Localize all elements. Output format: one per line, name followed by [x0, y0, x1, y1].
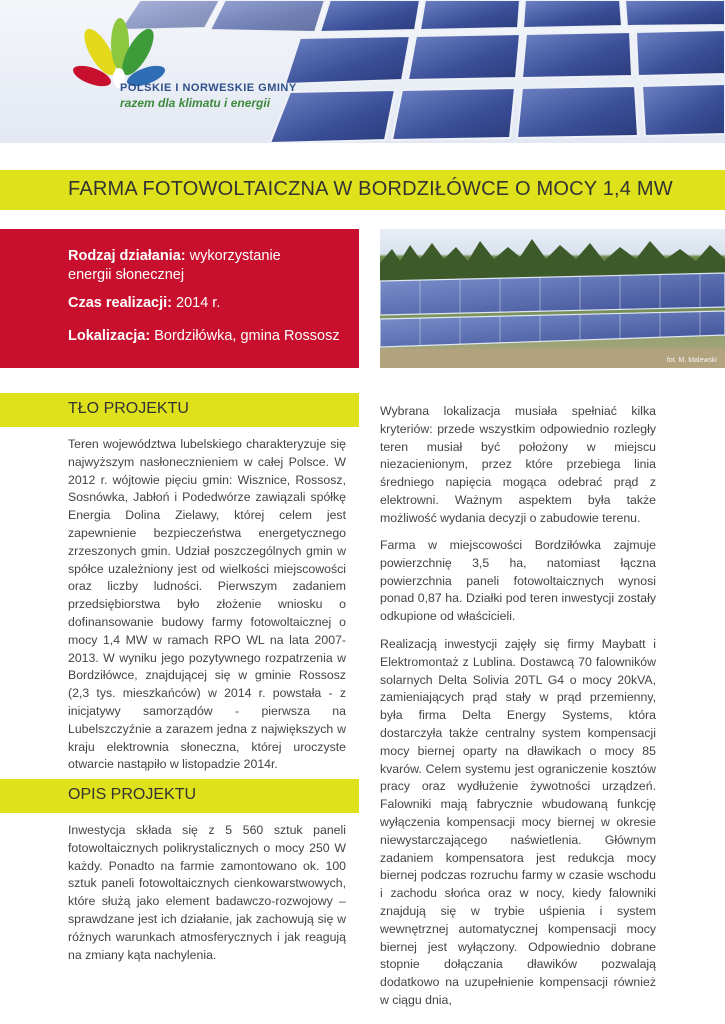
info-czas — [68, 294, 220, 313]
section-title-tlo: TŁO PROJEKTU — [68, 400, 189, 417]
info-rodzaj-label: Rodzaj działania: — [68, 248, 186, 264]
logo-line2: razem dla klimatu i energii — [120, 96, 271, 110]
info-lokalizacja — [68, 327, 340, 346]
info-czas-label: Czas realizacji: — [68, 295, 172, 311]
page-title: FARMA FOTOWOLTAICZNA W BORDZIŁÓWCE O MOCY 1,4 MW — [68, 178, 673, 200]
logo-line1: POLSKIE I NORWESKIE GMINY — [120, 82, 297, 94]
solar-farm-photo — [380, 229, 725, 368]
photo-credit: fot. M. Malewski — [666, 357, 717, 364]
paragraph-opis: Inwestycja składa się z 5 560 sztuk paneli fotowoltaicznych polikrystalicznych o mocy 250 W każdy. Ponadto na farmie zamontowano ok. 100 sztuk paneli fotowoltaicznych cienkowarstwowych, które służą jako element badawczo-rozwojowy – sprawdzane jest ich działanie, jak zachowują się w różnych warunkach atmosferycznych i jak reagują na zmiany kąta nachylenia. — [68, 823, 346, 962]
paragraph-tlo: Teren województwa lubelskiego charakteryzuje się najwyższym nasłonecznieniem w całej Polsce. W 2012 r. wójtowie pięciu gmin: Wisznice, Rossosz, Sosnówka, Jabłoń i Podedwórze zawiązali spółkę Energia Dolina Zielawy, której celem jest zapewnienie bezpieczeństwa energetycznego zrzeszonych gmin. Udział poszczególnych gmin w spółce uzależniony jest od wielkości miejscowości oraz liczby ludności. Pierwszym zadaniem przedsiębiorstwa było złożenie wniosku o dofinansowanie budowy farmy fotowoltaicznej o mocy 1,4 MW w ramach RPO WL na lata 2007-2013. W wyniku jego pozytywnego rozpatrzenia w Bordziłówce, znajdującej się w gminie Rossosz (2,3 tys. mieszkańców) w 2014 r. powstała - z inicjatywy samorządów - pierwsza na Lubelszczyźnie a zarazem jedna z największych w kraju elektrownia słoneczna, której uroczyste otwarcie nastąpiło w listopadzie 2014r. — [68, 437, 346, 772]
solar-farm-photo-image — [380, 229, 725, 368]
hero-banner — [0, 0, 725, 143]
info-rodzaj-value: wykorzystanie energii słonecznej — [68, 248, 281, 283]
paragraph-right-2: Farma w miejscowości Bordziłówka zajmuje powierzchnię 3,5 ha, natomiast łączna powierzchnia paneli fotowoltaicznych wynosi ponad 0,87 ha. Działki pod teren inwestycji zostały odkupione od właścicieli. — [380, 538, 656, 624]
paragraph-right-3: Realizacją inwestycji zajęły się firmy Maybatt i Elektromontaż z Lublina. Dostawcą 70 falowników solarnych Delta Solivia 20TL G4 o mocy 20kVA, zamieniających prąd stały w prąd przemienny, była firma Delta Energy Systems, która dostarczyła także centralny system kompensacji mocy biernej oparty na dławikach o mocy 85 kvarów. Celem systemu jest ograniczenie kosztów pracy oraz wydłużenie żywotności urządzeń. Falowniki mają fabrycznie wbudowaną funkcję wyłączenia kompensacji mocy biernej w okresie niewystarczającego naświetlenia. Głównym zadaniem kompensatora jest redukcja mocy biernej podczas rozruchu farmy w czasie wschodu i zachodu słońca oraz w nocy, kiedy falowniki znajdują się w trybie uśpienia i system wewnętrznej automatycznej kompensacji mocy biernej jest wyłączony. Odpowiednio dobrane stopnie dołączania dławików pozwalają dodatkowo na uzupełnienie kompensacji również w ciągu dnia, — [380, 637, 656, 1007]
info-rodzaj — [68, 247, 318, 285]
paragraph-right-1: Wybrana lokalizacja musiała spełniać kilka kryteriów: przede wszystkim odpowiednio rozległy teren musiał być położony w miejscu niezacienionym, przez które przebiega linia średniego napięcia mogąca odebrać prąd z elektrowni. Ważnym aspektem była także możliwość wydania decyzji o zabudowie terenu. — [380, 404, 656, 525]
info-lokalizacja-value: Bordziłówka, gmina Rossosz — [150, 328, 340, 344]
info-lokalizacja-label: Lokalizacja: — [68, 328, 151, 344]
info-czas-value: 2014 r. — [171, 295, 221, 311]
section-title-opis: OPIS PROJEKTU — [68, 786, 197, 803]
